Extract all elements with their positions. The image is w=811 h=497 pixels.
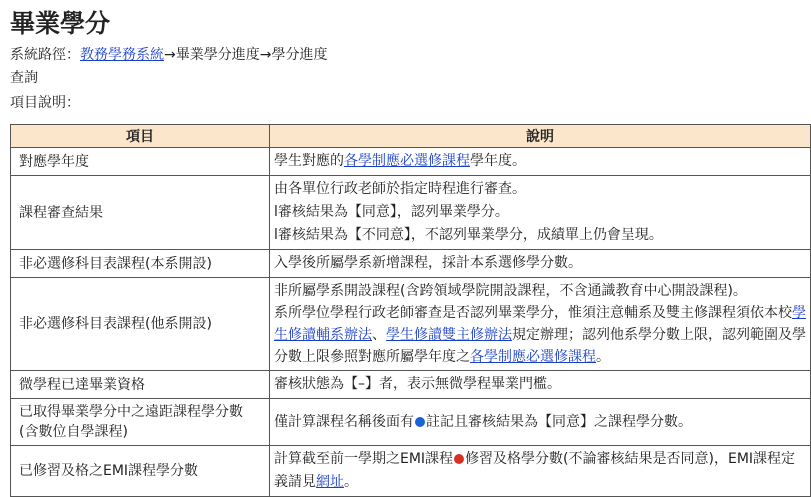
emi-course-marker-icon — [454, 454, 464, 464]
system-path-prefix: 系統路徑： — [10, 47, 80, 63]
minor-regulations-link[interactable]: 學生修讀輔系辦法 — [274, 305, 806, 343]
row-item-name: 非必選修科目表課程(他系開設) — [11, 278, 270, 371]
desc-text: 計算截至前一學期之EMI課程 — [274, 451, 454, 467]
desc-line: 非所屬學系開設課程(含跨領域學院開設課程，不含通識教育中心開設課程)。 — [274, 283, 747, 299]
row-item-name: 課程審查結果 — [11, 176, 270, 250]
page-title: 畢業學分 — [10, 9, 111, 38]
table-row — [11, 371, 811, 399]
graduation-credit-table — [10, 124, 811, 497]
row-description: 入學後所屬學系新增課程，採計本系選修學分數。 — [270, 250, 811, 278]
desc-text: 學年度。 — [470, 153, 526, 169]
table-row — [11, 399, 811, 446]
desc-text: 系所學位學程行政老師審查是否認列畢業學分，惟須注意輔系及雙主修課程須依本校 — [274, 305, 792, 321]
row-item-name: 對應學年度 — [11, 148, 270, 176]
row-description — [270, 176, 811, 250]
table-header-row — [11, 125, 811, 148]
desc-text: 。 — [596, 349, 610, 365]
row-description — [270, 148, 811, 176]
desc-text: 修習及格學分數(不論審核結果是否同意)，EMI課程定義請見 — [274, 451, 796, 490]
system-path-rest: →畢業學分進度→學分進度查詢 — [10, 47, 328, 86]
row-item-name: 微學程已達畢業資格 — [11, 371, 270, 399]
academic-system-link[interactable]: 教務學務系統 — [80, 47, 164, 63]
item-description-heading: 項目說明： — [10, 95, 80, 111]
desc-text: 、 — [372, 327, 386, 343]
table-row — [11, 148, 811, 176]
column-header-description: 說明 — [270, 125, 811, 148]
row-description — [270, 446, 811, 497]
table-row — [11, 278, 811, 371]
desc-text: 。 — [344, 474, 358, 490]
required-courses-link[interactable]: 各學制應必選修課程 — [470, 349, 596, 365]
system-path — [10, 44, 330, 90]
desc-paragraph — [274, 302, 806, 368]
table-row — [11, 250, 811, 278]
column-header-item: 項目 — [11, 125, 270, 148]
desc-text: 規定辦理；認列他系學分數上限，認列範圍及學分數上限參照對應所屬學年度之 — [274, 327, 806, 365]
distance-course-marker-icon — [415, 417, 425, 427]
table-row — [11, 446, 811, 497]
desc-text: 僅計算課程名稱後面有 — [274, 413, 414, 430]
double-major-regulations-link[interactable]: 學生修讀雙主修辦法 — [386, 327, 512, 343]
row-item-name: 已修習及格之EMI課程學分數 — [11, 446, 270, 497]
row-item-name: 非必選修科目表課程(本系開設) — [11, 250, 270, 278]
row-description: 審核狀態為【–】者，表示無微學程畢業門檻。 — [270, 371, 811, 399]
required-courses-link[interactable]: 各學制應必選修課程 — [344, 153, 470, 169]
desc-line: 由各單位行政老師於指定時程進行審查。 — [274, 181, 526, 197]
desc-text: 註記且審核結果為【同意】之課程學分數。 — [426, 413, 692, 430]
desc-line: l審核結果為【同意】，認列畢業學分。 — [274, 204, 509, 220]
emi-definition-link[interactable]: 網址 — [316, 474, 344, 490]
row-description — [270, 399, 811, 446]
table-row — [11, 176, 811, 250]
desc-text: 學生對應的 — [274, 153, 344, 169]
row-item-name: 已取得畢業學分中之遠距課程學分數(含數位自學課程) — [11, 399, 270, 446]
row-description — [270, 278, 811, 371]
desc-line: l審核結果為【不同意】，不認列畢業學分，成績單上仍會呈現。 — [274, 227, 663, 243]
